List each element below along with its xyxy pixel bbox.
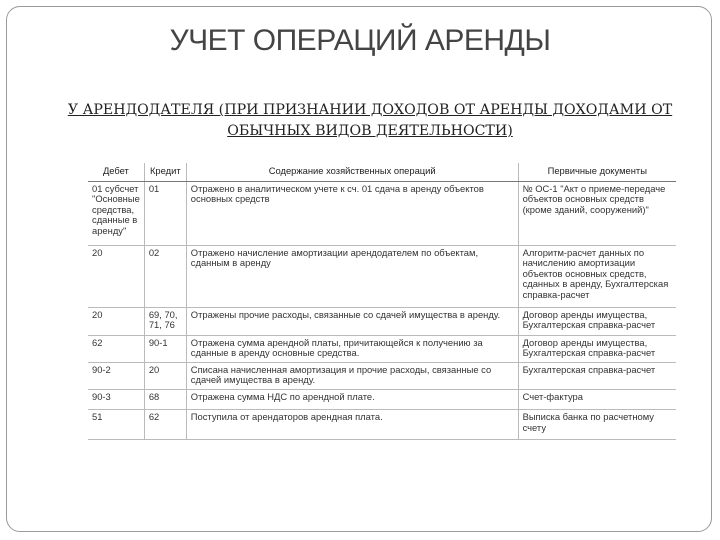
cell-credit: 20 — [144, 362, 186, 389]
cell-credit: 69, 70, 71, 76 — [144, 307, 186, 335]
table-row — [88, 335, 676, 362]
cell-credit: 01 — [144, 181, 186, 245]
header-credit: Кредит — [144, 163, 186, 181]
slide-title: УЧЕТ ОПЕРАЦИЙ АРЕНДЫ — [169, 24, 551, 57]
cell-credit: 68 — [144, 389, 186, 409]
cell-docs: Договор аренды имущества, Бухгалтерская справка-расчет — [518, 335, 676, 362]
cell-credit: 62 — [144, 409, 186, 439]
cell-debit: 90-2 — [88, 362, 144, 389]
header-content: Содержание хозяйственных операций — [186, 163, 518, 181]
cell-content: Списана начисленная амортизация и прочие расходы, связанные со сдачей имущества в аренду. — [186, 362, 518, 389]
table-header-row — [88, 163, 676, 181]
cell-debit: 90-3 — [88, 389, 144, 409]
table-row — [88, 389, 676, 409]
cell-content: Отражено в аналитическом учете к сч. 01 сдача в аренду объектов основных средств — [186, 181, 518, 245]
cell-debit: 62 — [88, 335, 144, 362]
cell-docs: Договор аренды имущества, Бухгалтерская справка-расчет — [518, 307, 676, 335]
cell-content: Поступила от арендаторов арендная плата. — [186, 409, 518, 439]
cell-debit: 20 — [88, 245, 144, 307]
header-documents: Первичные документы — [518, 163, 676, 181]
cell-credit: 90-1 — [144, 335, 186, 362]
slide-subtitle: У АРЕНДОДАТЕЛЯ (ПРИ ПРИЗНАНИИ ДОХОДОВ ОТ АРЕНДЫ ДОХОДАМИ ОТ ОБЫЧНЫХ ВИДОВ ДЕЯТЕЛЬНОСТИ) — [67, 102, 673, 139]
cell-credit: 02 — [144, 245, 186, 307]
cell-content: Отражено начисление амортизации арендодателем по объектам, сданным в аренду — [186, 245, 518, 307]
cell-docs: № ОС-1 "Акт о приеме-передаче объектов основных средств (кроме зданий, сооружений)" — [518, 181, 676, 245]
table-row — [88, 362, 676, 389]
table-row — [88, 245, 676, 307]
cell-content: Отражена сумма НДС по арендной плате. — [186, 389, 518, 409]
cell-docs: Выписка банка по расчетному счету — [518, 409, 676, 439]
table-row — [88, 181, 676, 245]
cell-debit: 51 — [88, 409, 144, 439]
header-debit: Дебет — [88, 163, 144, 181]
cell-content: Отражены прочие расходы, связанные со сдачей имущества в аренду. — [186, 307, 518, 335]
table-row — [88, 409, 676, 439]
cell-debit: 20 — [88, 307, 144, 335]
table-row — [88, 307, 676, 335]
cell-docs: Алгоритм-расчет данных по начислению амортизации объектов основных средств, сданных в аренду, Бухгалтерская справка-расчет — [518, 245, 676, 307]
cell-debit: 01 субсчет "Основные средства, сданные в аренду" — [88, 181, 144, 245]
cell-docs: Бухгалтерская справка-расчет — [518, 362, 676, 389]
lease-operations-table — [88, 163, 676, 440]
cell-docs: Счет-фактура — [518, 389, 676, 409]
cell-content: Отражена сумма арендной платы, причитающейся к получению за сданные в аренду основные средства. — [186, 335, 518, 362]
